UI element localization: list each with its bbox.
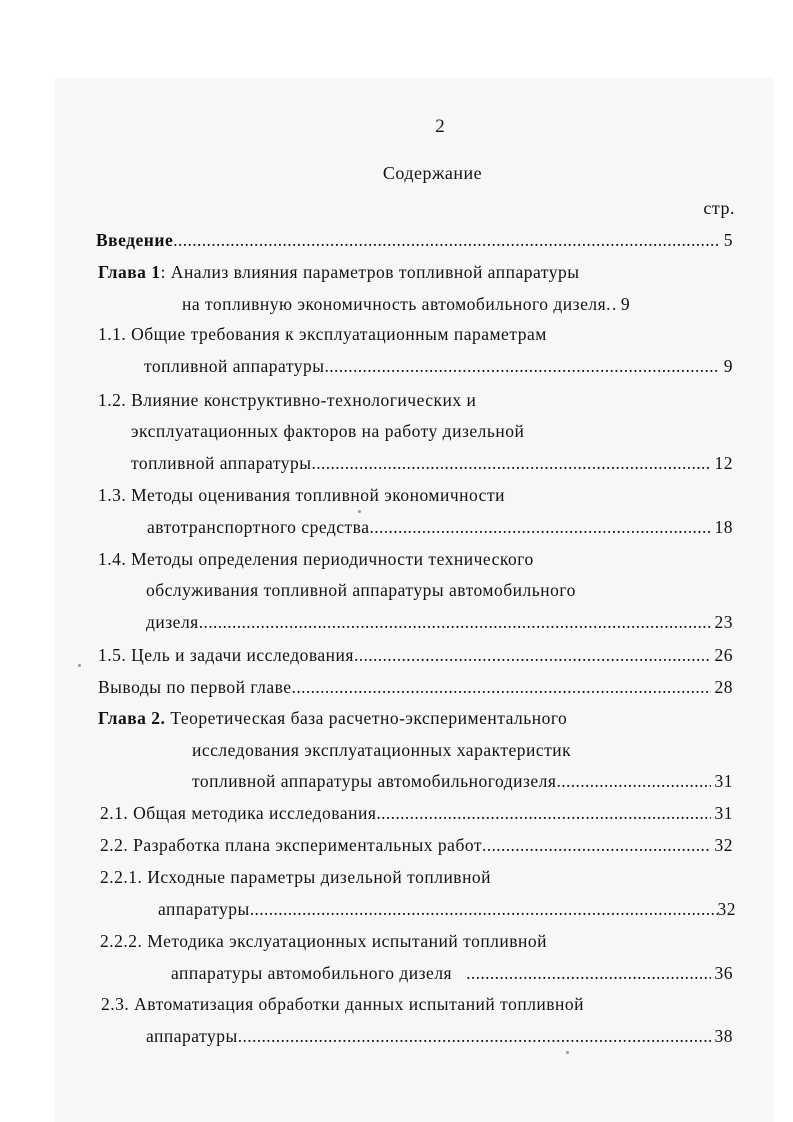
toc-entry-text: на топливную экономичность автомобильного дизеля. xyxy=(182,294,612,314)
dot-leader xyxy=(482,835,710,856)
toc-entry-1-1-line-2 xyxy=(144,356,733,377)
toc-entry-2-2-1-line-1: 2.2.1. Исходные параметры дизельной топливной xyxy=(100,867,492,887)
toc-entry-page: 28 xyxy=(714,677,733,697)
toc-entry-1-3-line-2 xyxy=(147,517,733,538)
toc-entry-chapter-1-line-1 xyxy=(98,262,579,283)
dot-leader xyxy=(238,1026,711,1047)
dot-leader xyxy=(369,517,710,538)
dot-leader xyxy=(452,963,710,984)
dot-leader xyxy=(354,645,711,666)
toc-entry-page: 9 xyxy=(723,356,733,376)
toc-entry-text: аппаратуры автомобильного дизеля xyxy=(171,963,453,983)
toc-entry-page: 5 xyxy=(723,230,733,250)
toc-entry-text: дизеля xyxy=(146,612,199,632)
toc-entry-page: 36 xyxy=(714,963,733,983)
toc-entry-2-2-2-line-2 xyxy=(171,963,733,984)
toc-entry-chapter-2-line-2: исследования эксплуатационных характеристик xyxy=(192,740,572,760)
toc-entry-text: 2.2. Разработка плана экспериментальных работ xyxy=(100,835,483,855)
toc-entry-page: 32 xyxy=(714,835,733,855)
toc-entry-2-2-1-line-2 xyxy=(158,899,736,920)
dot-leader xyxy=(376,803,710,824)
toc-entry-text: Введение xyxy=(96,230,174,250)
toc-entry-page: 32 xyxy=(717,899,736,919)
scan-speckle xyxy=(358,510,361,513)
dot-leader xyxy=(325,356,720,377)
dot-leader xyxy=(292,677,711,698)
toc-entry-page: 23 xyxy=(714,612,733,632)
toc-entry-1-5 xyxy=(98,645,733,666)
toc-entry-2-3-line-1: 2.3. Автоматизация обработки данных испытаний топливной xyxy=(101,994,585,1014)
toc-entry-1-3-line-1: 1.3. Методы оценивания топливной экономичности xyxy=(98,485,505,505)
toc-entry-text: автотранспортного средства xyxy=(147,517,370,537)
toc-entry-page: 38 xyxy=(714,1026,733,1046)
toc-entry-chapter-1-line-2 xyxy=(182,294,733,315)
toc-entry-conclusions-1 xyxy=(98,677,733,698)
toc-entry-1-4-line-2: обслуживания топливной аппаратуры автомобильного xyxy=(146,580,576,600)
dot-leader xyxy=(556,771,710,792)
scan-speckle xyxy=(566,1051,569,1054)
page-column-label: стр. xyxy=(703,198,735,218)
toc-entry-page: 31 xyxy=(714,803,733,823)
toc-entry-text: Теоретическая база расчетно-экспериментального xyxy=(165,708,568,728)
dot-leader xyxy=(312,453,711,474)
dot-leader xyxy=(173,230,720,251)
dot-leader xyxy=(199,612,711,633)
dot-leader xyxy=(250,899,718,920)
page-number: 2 xyxy=(435,116,445,137)
toc-entry-2-3-line-2 xyxy=(146,1026,733,1047)
toc-entry-1-2-line-2: эксплуатационных факторов на работу дизельной xyxy=(131,421,525,441)
toc-entry-1-2-line-1: 1.2. Влияние конструктивно-технологических и xyxy=(98,390,477,410)
toc-entry-text: топливной аппаратуры xyxy=(144,356,325,376)
toc-entry-page: 31 xyxy=(714,771,733,791)
chapter-label: Глава 2. xyxy=(98,708,166,728)
toc-entry-text: 1.5. Цель и задачи исследования xyxy=(98,645,354,665)
toc-entry-page: 26 xyxy=(714,645,733,665)
toc-entry-text: топливной аппаратуры xyxy=(131,453,312,473)
toc-entry-1-4-line-3 xyxy=(146,612,733,633)
scan-speckle xyxy=(78,664,81,667)
page-title: Содержание xyxy=(382,163,483,183)
toc-entry-1-1-line-1: 1.1. Общие требования к эксплуатационным параметрам xyxy=(98,324,547,344)
toc-entry-page: 12 xyxy=(714,453,733,473)
toc-entry-1-2-line-3 xyxy=(131,453,733,474)
toc-entry-text: аппаратуры xyxy=(146,1026,238,1046)
toc-entry-2-2-2-line-1: 2.2.2. Методика экслуатационных испытаний топливной xyxy=(100,931,548,951)
toc-entry-text: аппаратуры xyxy=(158,899,250,919)
toc-entry-1-4-line-1: 1.4. Методы определения периодичности технического xyxy=(98,549,534,569)
toc-entry-2-1 xyxy=(100,803,733,824)
toc-entry-2-2 xyxy=(100,835,733,856)
toc-entry-chapter-2-line-3 xyxy=(192,771,733,792)
toc-entry-text: топливной аппаратуры автомобильногодизеля xyxy=(192,771,557,791)
dot-leader: . xyxy=(612,294,617,314)
toc-entry-chapter-2-line-1 xyxy=(98,708,567,729)
chapter-label: Глава 1 xyxy=(98,262,161,282)
toc-entry-introduction xyxy=(96,230,733,251)
toc-entry-text: 2.1. Общая методика исследования xyxy=(100,803,377,823)
toc-entry-text: : Анализ влияния параметров топливной аппаратуры xyxy=(160,262,580,282)
toc-entry-page: 18 xyxy=(714,517,733,537)
toc-entry-page: 9 xyxy=(620,294,631,314)
toc-entry-text: Выводы по первой главе xyxy=(98,677,292,697)
